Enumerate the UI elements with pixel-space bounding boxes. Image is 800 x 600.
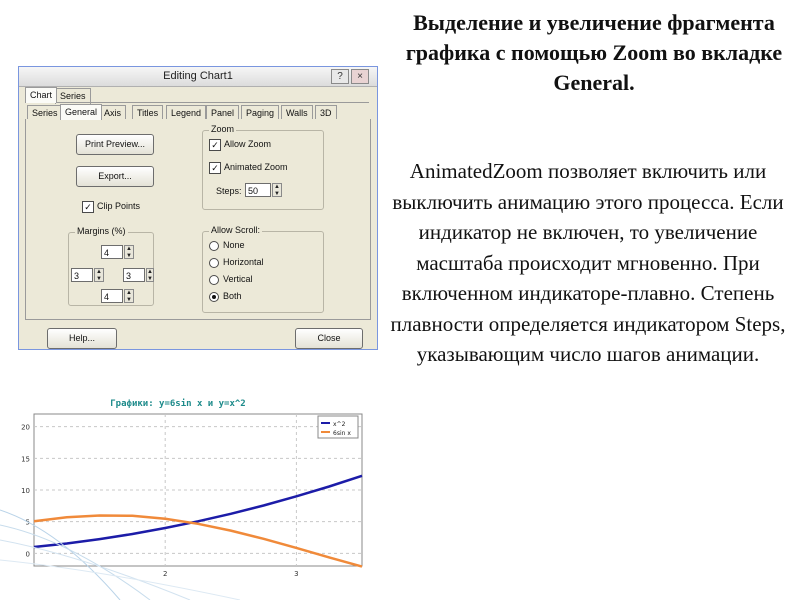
margin-left-spinner[interactable]: ▲ ▼	[94, 268, 104, 282]
chart-title: Графики: y=6sin x и y=x^2	[110, 399, 246, 409]
margin-right-field[interactable]: 3	[123, 268, 145, 282]
scroll-vertical-radio[interactable]	[209, 275, 219, 285]
help-icon[interactable]: ?	[331, 69, 349, 84]
x-tick-label: 2	[162, 570, 168, 578]
margins-label: Margins (%)	[77, 226, 126, 236]
y-tick-label: 10	[21, 487, 30, 495]
general-panel	[25, 119, 371, 320]
margins-group	[68, 226, 154, 306]
close-button[interactable]: Close	[295, 328, 363, 349]
tab-series-top[interactable]: Series	[55, 88, 91, 104]
allow-scroll-label: Allow Scroll:	[211, 225, 261, 235]
close-icon[interactable]: ×	[351, 69, 369, 84]
margin-top-spinner[interactable]: ▲ ▼	[124, 245, 134, 259]
legend-label: 6sin x	[333, 430, 351, 437]
scroll-vertical-label: Vertical	[223, 274, 253, 284]
scroll-horizontal-label: Horizontal	[223, 257, 264, 267]
legend-label: x^2	[333, 421, 346, 428]
scroll-none-radio[interactable]	[209, 241, 219, 251]
zoom-group	[202, 124, 324, 210]
clip-points-checkbox[interactable]: ✓	[82, 201, 94, 213]
slide-title: Выделение и увеличение фрагмента графика с помощью Zoom во вкладке General.	[405, 10, 783, 95]
margin-bottom-field[interactable]: 4	[101, 289, 123, 303]
margin-left-field[interactable]: 3	[71, 268, 93, 282]
allow-zoom-label: Allow Zoom	[224, 139, 272, 149]
subtab-series[interactable]: Series	[27, 105, 63, 121]
help-button[interactable]: Help...	[47, 328, 117, 349]
animated-zoom-checkbox[interactable]: ✓	[209, 162, 221, 174]
scroll-both-radio[interactable]	[209, 292, 219, 302]
allow-scroll-group	[202, 225, 324, 313]
subtab-general[interactable]: General	[60, 104, 102, 120]
y-tick-label: 20	[21, 423, 30, 432]
margin-top-field[interactable]: 4	[101, 245, 123, 259]
deco-arc-1	[0, 510, 120, 600]
margin-bottom-spinner[interactable]: ▲ ▼	[124, 289, 134, 303]
subtab-panel[interactable]: Panel	[206, 105, 239, 121]
slide-body-text: AnimatedZoom позволяет включить или выключить анимацию этого процесса. Если индикатор не включен, то увеличение масштаба происходит мгновенно. При включенном индикаторе-плавно. Степень плавности определяется индикатором Steps, указывающим число шагов анимации.	[390, 159, 786, 366]
scroll-both-label: Both	[223, 291, 242, 301]
animated-zoom-label: Animated Zoom	[224, 162, 288, 172]
y-tick-label: 0	[25, 550, 30, 559]
subtab-titles[interactable]: Titles	[132, 105, 163, 121]
allow-zoom-checkbox[interactable]: ✓	[209, 139, 221, 151]
dialog-titlebar[interactable]	[19, 67, 377, 87]
export-button[interactable]: Export...	[76, 166, 154, 187]
margin-right-spinner[interactable]: ▲ ▼	[147, 269, 153, 282]
clip-points-label: Clip Points	[97, 201, 141, 211]
subtab-legend[interactable]: Legend	[166, 105, 206, 121]
scroll-horizontal-radio[interactable]	[209, 258, 219, 268]
tab-chart[interactable]: Chart	[25, 87, 57, 103]
subtab-paging[interactable]: Paging	[241, 105, 279, 121]
x-tick-label: 3	[294, 570, 299, 578]
steps-label: Steps:	[216, 186, 242, 196]
dialog-title: Editing Chart1	[163, 70, 233, 82]
deco-arc-3	[0, 540, 190, 600]
subtab-walls[interactable]: Walls	[281, 105, 313, 121]
steps-field[interactable]: 50	[245, 183, 271, 197]
y-tick-label: 5	[25, 518, 30, 527]
decorative-arcs	[0, 470, 260, 600]
subtab-3d[interactable]: 3D	[315, 105, 337, 121]
subtab-axis[interactable]: Axis	[99, 105, 126, 121]
zoom-label: Zoom	[211, 124, 235, 134]
y-tick-label: 15	[21, 455, 30, 464]
print-preview-button[interactable]: Print Preview...	[76, 134, 154, 155]
scroll-none-label: None	[223, 240, 245, 250]
tab-divider	[25, 102, 369, 103]
steps-spinner[interactable]: ▲ ▼	[272, 183, 282, 197]
editing-chart-dialog	[18, 66, 378, 350]
deco-arc-4	[0, 560, 240, 600]
